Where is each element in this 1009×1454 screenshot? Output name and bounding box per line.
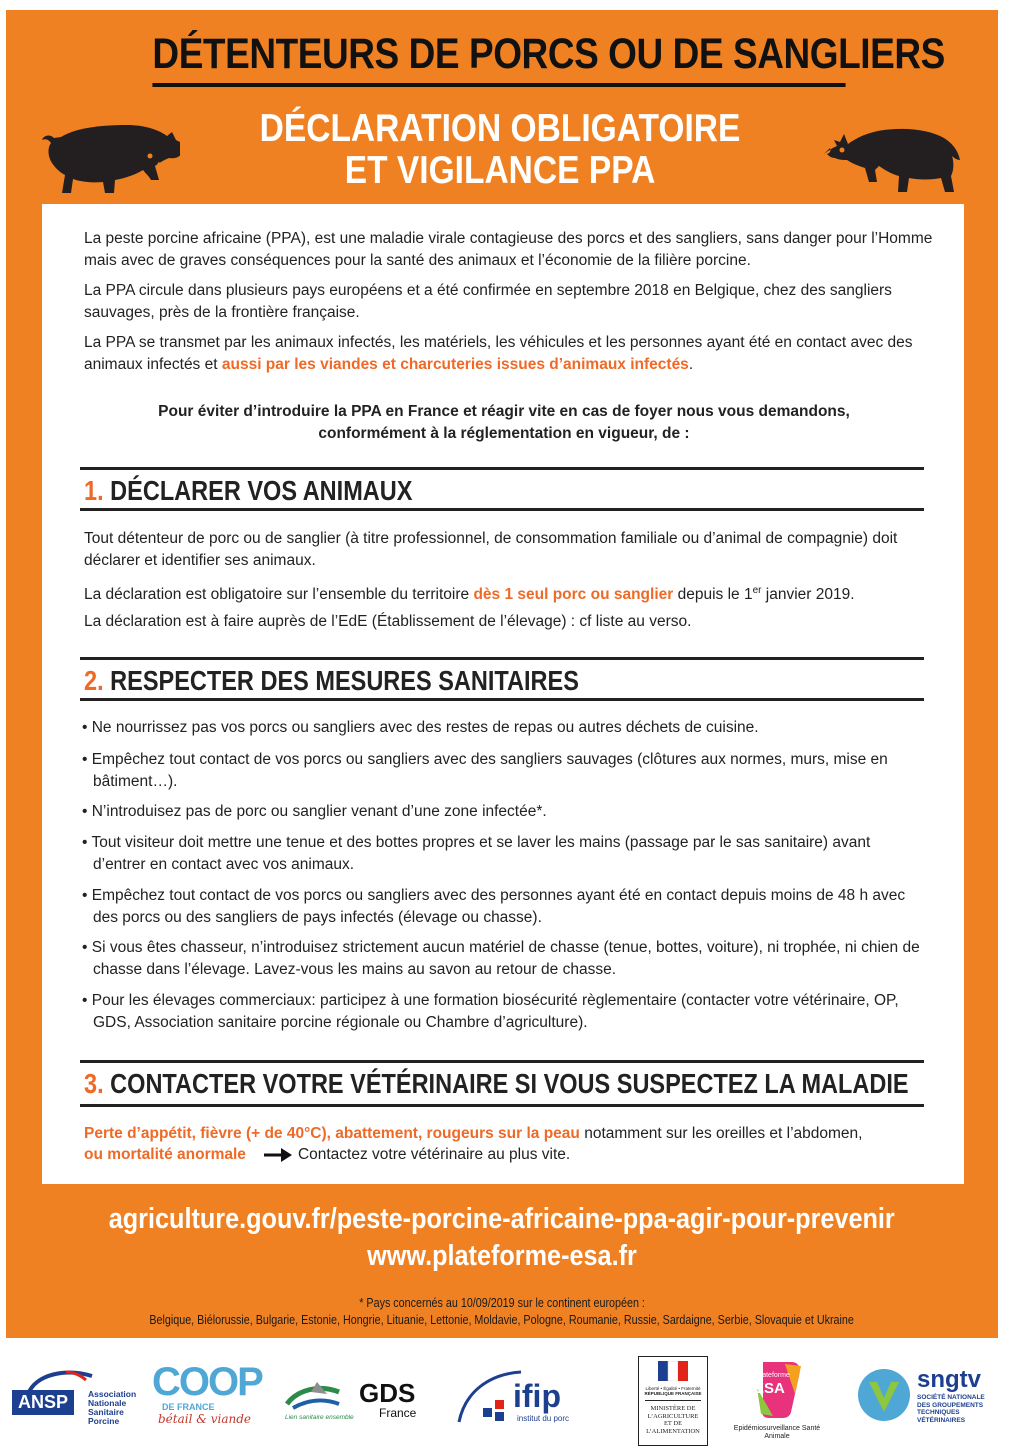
- intro-paragraph-2: La PPA circule dans plusieurs pays européens et a été confirmée en septembre 2018 en Belgique, chez des sangliers sauvages, près de la frontière française.: [84, 282, 892, 321]
- section-1-title-text: DÉCLARER VOS ANIMAUX: [110, 475, 413, 506]
- agriculture-link[interactable]: [6, 1201, 998, 1237]
- ansp-name: Association Nationale Sanitaire Porcine: [88, 1389, 137, 1426]
- section-2-bullet: • N’introduisez pas de porc ou sanglier venant d’une zone infectée*.: [82, 803, 547, 820]
- coop-wordmark: COOP: [152, 1360, 262, 1404]
- agriculture-link-text[interactable]: agriculture.gouv.fr/peste-porcine-africaine-ppa-agir-pour-prevenir: [108, 1203, 895, 1235]
- sngtv-sub: SOCIÉTÉ NATIONALE DES GROUPEMENTS TECHNIQUES VÉTÉRINAIRES: [917, 1394, 985, 1424]
- contact-text: Contactez votre vétérinaire au plus vite.: [297, 1146, 571, 1163]
- section-2-bullet: • Pour les élevages commerciaux: participez à une formation biosécurité règlementaire (contacter votre vétérinaire, OP, GDS, Association sanitaire porcine régionale ou Chambre d’agriculture).: [82, 992, 899, 1031]
- section-2-bullet: • Empêchez tout contact de vos porcs ou sangliers avec des personnes ayant été en contact depuis moins de 48 h avec des porcs ou des sangliers de pays infectés (élevage ou chasse).: [82, 887, 906, 926]
- coop-sub: DE FRANCE: [162, 1402, 215, 1412]
- ansp-logo: [12, 1366, 137, 1426]
- coop-de-france-logo: [152, 1362, 264, 1432]
- section-3-contact: [84, 1144, 934, 1166]
- sngtv-v-icon: [855, 1366, 913, 1424]
- ministry-motto: Liberté • Égalité • Fraternité: [645, 1386, 701, 1391]
- ifip-wordmark: ifip: [513, 1378, 561, 1414]
- gds-france-logo: [283, 1376, 433, 1430]
- section-3-symptoms: [84, 1123, 934, 1145]
- subtitle: [156, 108, 844, 192]
- footnote-line-1: [6, 1295, 998, 1311]
- footnote-line-2-text: Belgique, Biélorussie, Bulgarie, Estonie, Hongrie, Lituanie, Lettonie, Moldavie, Pologne, Roumanie, Russie, Sardaigne, Serbie, Slovaquie et Ukraine: [149, 1313, 855, 1327]
- gds-swirl-icon: [283, 1378, 347, 1412]
- coop-tagline: bétail & viande: [158, 1412, 252, 1426]
- ministry-name: MINISTÈRE DE L’AGRICULTURE ET DE L’ALIMENTATION: [645, 1400, 701, 1435]
- section-2-title-text: RESPECTER DES MESURES SANITAIRES: [110, 665, 579, 696]
- section-2-title: [84, 664, 579, 698]
- marianne-flag-icon: [658, 1361, 688, 1381]
- section-2-bullet: • Ne nourrissez pas vos porcs ou sangliers avec des restes de repas ou autres déchets de cuisine.: [82, 719, 759, 736]
- esa-sub: Epidémiosurveillance Santé Animale: [733, 1425, 821, 1440]
- plateforme-esa-link-text[interactable]: www.plateforme-esa.fr: [367, 1240, 637, 1272]
- intro-request-line-1: Pour éviter d’introduire la PPA en France et réagir vite en cas de foyer nous vous demandons,: [158, 403, 850, 420]
- intro-p3-end: .: [688, 356, 694, 373]
- section-1-header: [80, 467, 924, 511]
- gds-sub: France: [379, 1406, 417, 1420]
- section-2-bullet: • Tout visiteur doit mettre une tenue et des bottes propres et se laver les mains (passage par le sas sanitaire) avant d’entrer en contact avec vos animaux.: [82, 834, 871, 873]
- intro-paragraph-1: La peste porcine africaine (PPA), est une maladie virale contagieuse des porcs et des sangliers, sans danger pour l’Homme mais avec de graves conséquences pour la santé des animaux et l’économie de la filière porcine.: [84, 230, 933, 269]
- footnote-line-2: [6, 1312, 998, 1328]
- gds-wordmark: GDS: [359, 1378, 416, 1408]
- section-3-number: 3.: [84, 1068, 104, 1099]
- intro-p3-highlight: aussi par les viandes et charcuteries issues d’animaux infectés: [221, 356, 689, 373]
- subtitle-line-2: ET VIGILANCE PPA: [344, 149, 656, 192]
- s1-p2-highlight: dès 1 seul porc ou sanglier: [473, 586, 674, 604]
- section-2-bullet: • Empêchez tout contact de vos porcs ou sangliers avec des sangliers sauvages (clôtures aux normes, murs, mise en bâtiment…).: [82, 751, 888, 790]
- intro-p3-start: La PPA se transmet par les animaux infectés, les matériels, les véhicules et les personnes ayant été en contact avec des animaux infectés et: [84, 334, 913, 373]
- boar-icon: [818, 114, 968, 198]
- ifip-sub: institut du porc: [517, 1414, 570, 1423]
- section-1-paragraph-3: La déclaration est à faire auprès de l’EdE (Établissement de l’élevage) : cf liste au verso.: [84, 613, 692, 630]
- esa-wordmark: ESA: [754, 1380, 785, 1397]
- intro-paragraph-3: [84, 332, 934, 376]
- section-1-paragraph-2: [84, 580, 934, 606]
- section-3-header: [80, 1060, 924, 1107]
- ansp-wordmark: ANSP: [12, 1390, 74, 1415]
- section-3-title: [84, 1067, 909, 1101]
- section-3-title-text: CONTACTER VOTRE VÉTÉRINAIRE SI VOUS SUSPECTEZ LA MALADIE: [110, 1068, 909, 1099]
- pig-icon: [40, 118, 180, 196]
- subtitle-line-1: DÉCLARATION OBLIGATOIRE: [259, 107, 741, 150]
- s1-p2-mid: depuis le 1: [673, 586, 753, 604]
- footnote-line-1-text: * Pays concernés au 10/09/2019 sur le continent européen :: [359, 1296, 645, 1310]
- s1-p2-end: janvier 2019.: [761, 586, 855, 604]
- esa-plateforme: Plateforme: [756, 1372, 790, 1379]
- ifip-logo: [455, 1368, 603, 1428]
- mortality-highlight: ou mortalité anormale: [84, 1146, 246, 1163]
- section-2-bullet: • Si vous êtes chasseur, n’introduisez strictement aucun matériel de chasse (tenue, bottes, voiture), ni trophée, ni chien de chasse dans l’élevage. Lavez-vous les mains au savon au retour de chasse.: [82, 939, 920, 978]
- section-1-number: 1.: [84, 475, 104, 506]
- s1-p2-sup: er: [752, 585, 762, 596]
- section-2-number: 2.: [84, 665, 104, 696]
- ministry-rf: RÉPUBLIQUE FRANÇAISE: [644, 1391, 702, 1396]
- section-1-paragraph-1: Tout détenteur de porc ou de sanglier (à titre professionnel, de consommation familiale ou d’animal de compagnie) doit déclarer et identifier ses animaux.: [84, 530, 898, 569]
- arrow-right-icon: [264, 1147, 294, 1163]
- plateforme-esa-link[interactable]: [6, 1238, 998, 1274]
- gds-tagline: Lien sanitaire ensemble: [285, 1414, 354, 1421]
- section-1-title: [84, 474, 412, 508]
- sngtv-wordmark: sngtv: [917, 1366, 982, 1393]
- symptoms-rest: notamment sur les oreilles et l’abdomen,: [579, 1125, 863, 1142]
- main-title: DÉTENTEURS DE PORCS OU DE SANGLIERS: [152, 30, 845, 87]
- ministry-logo: [638, 1356, 708, 1446]
- symptoms-highlight: Perte d’appétit, fièvre (+ de 40°C), abattement, rougeurs sur la peau: [84, 1125, 580, 1142]
- intro-request-line-2: conformément à la réglementation en vigueur, de :: [318, 425, 690, 442]
- plateforme-esa-logo: [732, 1358, 822, 1452]
- intro-request: [84, 401, 924, 445]
- s1-p2-start: La déclaration est obligatoire sur l’ensemble du territoire: [84, 586, 474, 604]
- section-2-header: [80, 657, 924, 701]
- sngtv-logo: [855, 1366, 995, 1428]
- partner-logos: [0, 1340, 1009, 1454]
